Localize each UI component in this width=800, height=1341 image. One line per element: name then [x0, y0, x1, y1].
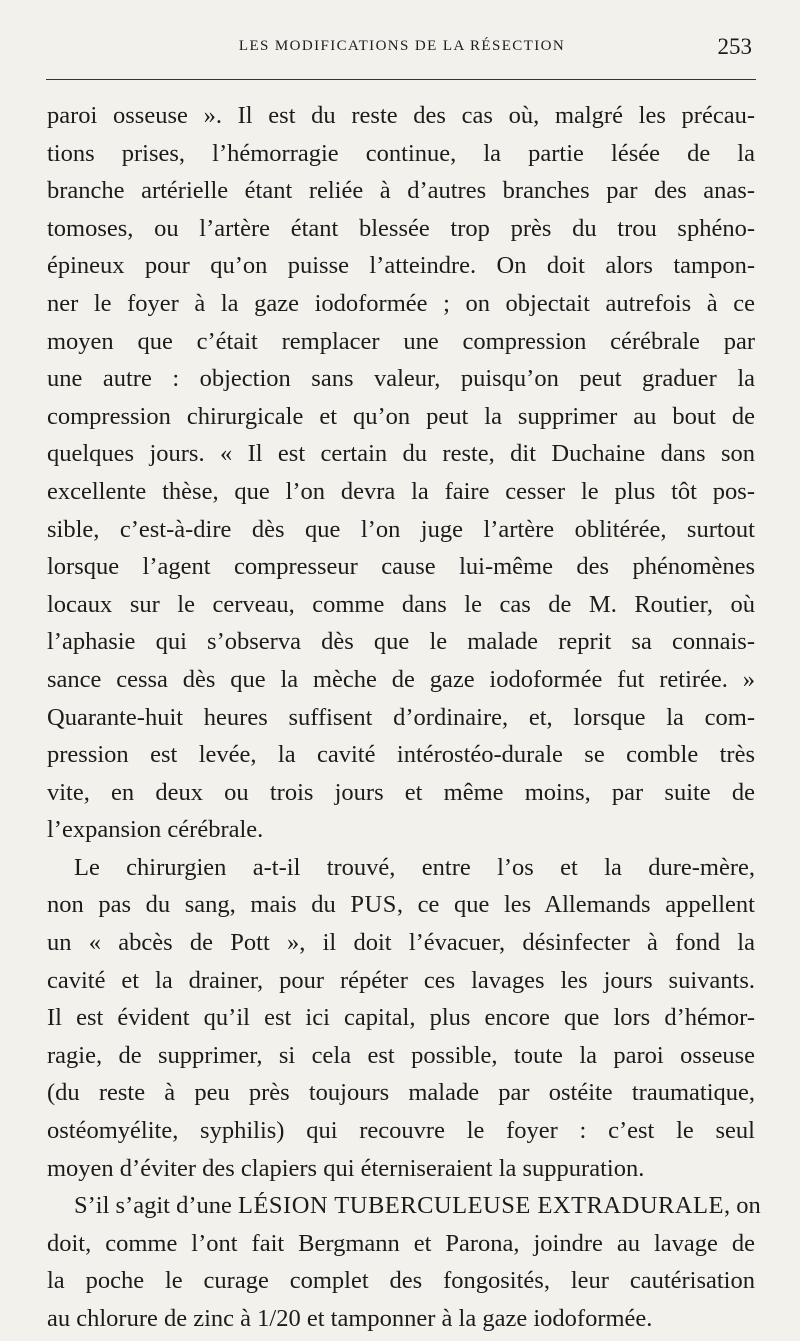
- text-line: au chlorure de zinc à 1/20 et tamponner à la gaze iodoformée.: [47, 1305, 653, 1332]
- text-line: doit, comme l’ont fait Bergmann et Parona, joindre au lavage de: [47, 1229, 755, 1257]
- text-line-composite: [47, 886, 755, 924]
- body-text: [47, 97, 761, 1338]
- running-head: [46, 34, 758, 64]
- text-line: la poche le curage complet des fongosités, leur cautérisation: [47, 1267, 755, 1295]
- text-line-composite: [47, 1187, 761, 1225]
- running-title: LES MODIFICATIONS DE LA RÉSECTION: [238, 38, 566, 54]
- text-line: quelques jours. « Il est certain du reste, dit Duchaine dans son: [47, 440, 755, 468]
- text-run: non pas du sang, mais du: [47, 891, 351, 919]
- text-line: paroi osseuse ». Il est du reste des cas où, malgré les précau-: [47, 102, 755, 129]
- text-line: lorsque l’agent compresseur cause lui-même des phénomènes: [47, 553, 755, 581]
- text-line: tomoses, ou l’artère étant blessée trop près du trou sphéno-: [47, 214, 755, 242]
- text-run: , on: [723, 1192, 761, 1220]
- text-line: l’expansion cérébrale.: [47, 816, 264, 844]
- text-line: sance cessa dès que la mèche de gaze iodoformée fut retirée. »: [47, 665, 755, 693]
- text-line: cavité et la drainer, pour répéter ces lavages les jours suivants.: [47, 966, 755, 994]
- text-line: tions prises, l’hémorragie continue, la partie lésée de la: [47, 139, 755, 167]
- small-caps-run: LÉSION TUBERCULEUSE EXTRADURALE: [238, 1192, 724, 1220]
- header-rule: [46, 79, 756, 80]
- text-line: une autre : objection sans valeur, puisqu’on peut graduer la: [47, 365, 755, 393]
- text-line: ner le foyer à la gaze iodoformée ; on objectait autrefois à ce: [47, 289, 755, 317]
- text-line: vite, en deux ou trois jours et même moins, par suite de: [47, 778, 755, 806]
- text-run: , ce que les Allemands appellent: [396, 891, 755, 919]
- text-line: Il est évident qu’il est ici capital, plus encore que lors d’hémor-: [47, 1004, 755, 1032]
- text-line: (du reste à peu près toujours malade par ostéite traumatique,: [47, 1079, 755, 1107]
- text-line: ostéomyélite, syphilis) qui recouvre le foyer : c’est le seul: [47, 1117, 755, 1145]
- text-line: un « abcès de Pott », il doit l’évacuer, désinfecter à fond la: [47, 929, 755, 957]
- text-line: pression est levée, la cavité intérostéo-durale se comble très: [47, 741, 755, 769]
- text-line: compression chirurgicale et qu’on peut la supprimer au bout de: [47, 402, 755, 430]
- text-line: épineux pour qu’on puisse l’atteindre. On doit alors tampon-: [47, 252, 755, 280]
- page-number: 253: [717, 34, 752, 59]
- small-caps-run: PUS: [350, 891, 397, 919]
- text-line: excellente thèse, que l’on devra la faire cesser le plus tôt pos-: [47, 477, 755, 505]
- text-line: sible, c’est-à-dire dès que l’on juge l’artère oblitérée, surtout: [47, 515, 755, 543]
- text-line: moyen d’éviter des clapiers qui éterniseraient la suppuration.: [47, 1154, 645, 1182]
- text-line: branche artérielle étant reliée à d’autres branches par des anas-: [47, 177, 755, 205]
- text-line: Quarante-huit heures suffisent d’ordinaire, et, lorsque la com-: [47, 703, 755, 731]
- text-line: ragie, de supprimer, si cela est possible, toute la paroi osseuse: [47, 1041, 755, 1069]
- text-line: l’aphasie qui s’observa dès que le malade reprit sa connais-: [47, 628, 755, 656]
- text-run: S’il s’agit d’une: [74, 1192, 238, 1220]
- text-line: Le chirurgien a-t-il trouvé, entre l’os et la dure-mère,: [74, 853, 755, 881]
- text-line: locaux sur le cerveau, comme dans le cas de M. Routier, où: [47, 590, 755, 618]
- text-line: moyen que c’était remplacer une compression cérébrale par: [47, 327, 755, 355]
